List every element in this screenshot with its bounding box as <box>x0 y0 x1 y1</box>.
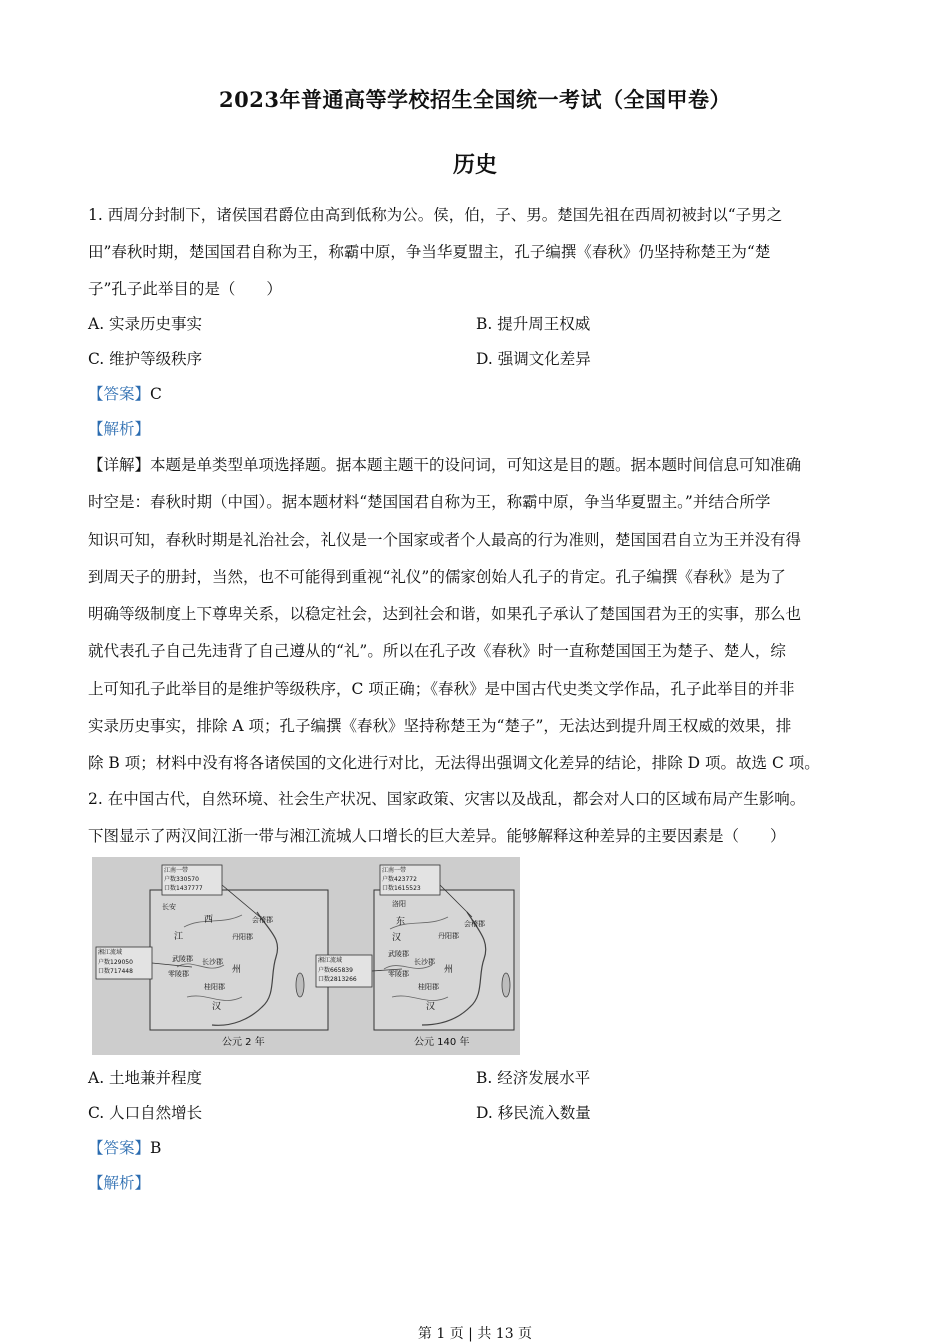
map-label: 西 <box>204 915 214 925</box>
q1-option-b: B. 提升周王权威 <box>476 315 591 333</box>
map-label: 丹阳郡 <box>232 933 253 941</box>
map-label: 零陵郡 <box>388 970 409 978</box>
map-label: 会稽郡 <box>464 920 485 928</box>
q2-option-a: A. 土地兼并程度 <box>88 1069 203 1087</box>
map-label: 桂阳郡 <box>204 983 225 991</box>
map-label: 洛阳 <box>392 900 406 908</box>
q2-option-b: B. 经济发展水平 <box>476 1069 591 1087</box>
answer-tag: 【答案】 <box>88 385 151 403</box>
map-label: 汉 <box>426 1002 436 1012</box>
map-label: 江 <box>174 932 184 942</box>
q1-detail-line: 就代表孔子自己先违背了自己遵从的“礼”。所以在孔子改《春秋》时一直称楚国国王为楚子、楚人，综 <box>88 642 786 660</box>
q1-stem-line: 子”孔子此举目的是（ ） <box>88 280 282 298</box>
map-label: 江南一带 <box>382 867 407 874</box>
map-label: 长沙郡 <box>414 958 435 966</box>
page-footer: 第 1 页 | 共 13 页 <box>417 1326 533 1342</box>
q1-answer-row <box>88 383 863 405</box>
map-label: 江南一带 <box>164 867 189 874</box>
answer-tag: 【答案】 <box>88 1139 151 1157</box>
map-label: 户数423772 <box>382 876 417 883</box>
population-map-figure <box>92 857 520 1055</box>
map-right-caption: 公元 140 年 <box>414 1037 470 1048</box>
q1-detail-line: 明确等级制度上下尊卑关系，以稳定社会，达到社会和谐，如果孔子承认了楚国国君为王的实事，那么也 <box>88 605 802 623</box>
subject-title: 历史 <box>452 152 497 178</box>
q1-detail-line: 到周天子的册封，当然，也不可能得到重视“礼仪”的儒家创始人孔子的肯定。孔子编撰《春秋》是为了 <box>88 568 786 586</box>
map-left-caption: 公元 2 年 <box>222 1037 265 1048</box>
analysis-tag: 【解析】 <box>88 1174 151 1192</box>
q1-stem-line: 田”春秋时期，楚国国君自称为王，称霸中原，争当华夏盟主，孔子编撰《春秋》仍坚持称楚王为“楚 <box>88 243 771 261</box>
analysis-tag: 【解析】 <box>88 420 151 438</box>
q2-stem-line: 2. 在中国古代，自然环境、社会生产状况、国家政策、灾害以及战乱，都会对人口的区域布局产生影响。 <box>88 790 806 808</box>
q1-option-a: A. 实录历史事实 <box>88 315 203 333</box>
q1-detail-line: 除 B 项；材料中没有将各诸侯国的文化进行对比，无法得出强调文化差异的结论，排除 D 项。故选 C 项。 <box>88 754 820 772</box>
q1-stem-line: 1. 西周分封制下，诸侯国君爵位由高到低称为公。侯，伯，子、男。楚国先祖在西周初被封以“子男之 <box>88 206 783 224</box>
q1-detail-line: 知识可知，春秋时期是礼治社会，礼仪是一个国家或者个人最高的行为准则，楚国国君自立为王并没有得 <box>88 531 802 549</box>
q1-detail-line <box>88 454 863 476</box>
map-label: 会稽郡 <box>252 916 273 924</box>
map-label: 汉 <box>392 933 402 943</box>
map-label: 武陵郡 <box>388 950 409 958</box>
map-label: 口数2813266 <box>318 976 357 983</box>
map-label: 长安 <box>162 903 176 911</box>
map-label: 湘江流域 <box>98 949 123 956</box>
map-label: 长沙郡 <box>202 958 223 966</box>
q2-stem-line: 下图显示了两汉间江浙一带与湘江流城人口增长的巨大差异。能够解释这种差异的主要因素是（ ） <box>88 827 786 845</box>
map-label: 零陵郡 <box>168 970 189 978</box>
map-label: 户数665839 <box>318 966 353 974</box>
q1-detail-line: 实录历史事实，排除 A 项；孔子编撰《春秋》坚持称楚王为“楚子”，无法达到提升周王权威的效果，排 <box>88 717 792 735</box>
map-label: 户数129050 <box>98 958 133 966</box>
detail-tag: 【详解】 <box>88 456 151 474</box>
q1-detail-line: 上可知孔子此举目的是维护等级秩序，C 项正确；《春秋》是中国古代史类文学作品，孔子此举目的并非 <box>88 680 795 698</box>
map-label: 桂阳郡 <box>418 983 439 991</box>
map-label: 口数717448 <box>98 968 133 975</box>
map-label: 东 <box>396 917 406 927</box>
answer-value: C <box>150 385 162 403</box>
detail-text: 本题是单类型单项选择题。据本题主题干的设问词，可知这是目的题。据本题时间信息可知准确 <box>150 456 802 474</box>
exam-title: 2023年普通高等学校招生全国统一考试（全国甲卷） <box>219 87 731 112</box>
map-label: 湘江流域 <box>318 957 343 964</box>
q2-option-c: C. 人口自然增长 <box>88 1104 203 1122</box>
map-label: 口数1437777 <box>164 885 203 892</box>
q1-detail-line: 时空是：春秋时期（中国）。据本题材料“楚国国君自称为王，称霸中原，争当华夏盟主。”并结合所学 <box>88 493 771 511</box>
q2-answer-row <box>88 1137 863 1159</box>
map-label: 口数1615523 <box>382 885 421 892</box>
map-label: 丹阳郡 <box>438 932 459 940</box>
q1-option-c: C. 维护等级秩序 <box>88 350 203 368</box>
q2-option-d: D. 移民流入数量 <box>476 1104 591 1122</box>
answer-value: B <box>150 1139 162 1157</box>
map-right-labels <box>92 857 520 1055</box>
map-label: 武陵郡 <box>172 955 193 963</box>
map-label: 州 <box>444 965 454 975</box>
q1-option-d: D. 强调文化差异 <box>476 350 591 368</box>
map-label: 户数330570 <box>164 876 199 883</box>
map-label: 州 <box>232 965 242 975</box>
map-label: 汉 <box>212 1002 222 1012</box>
